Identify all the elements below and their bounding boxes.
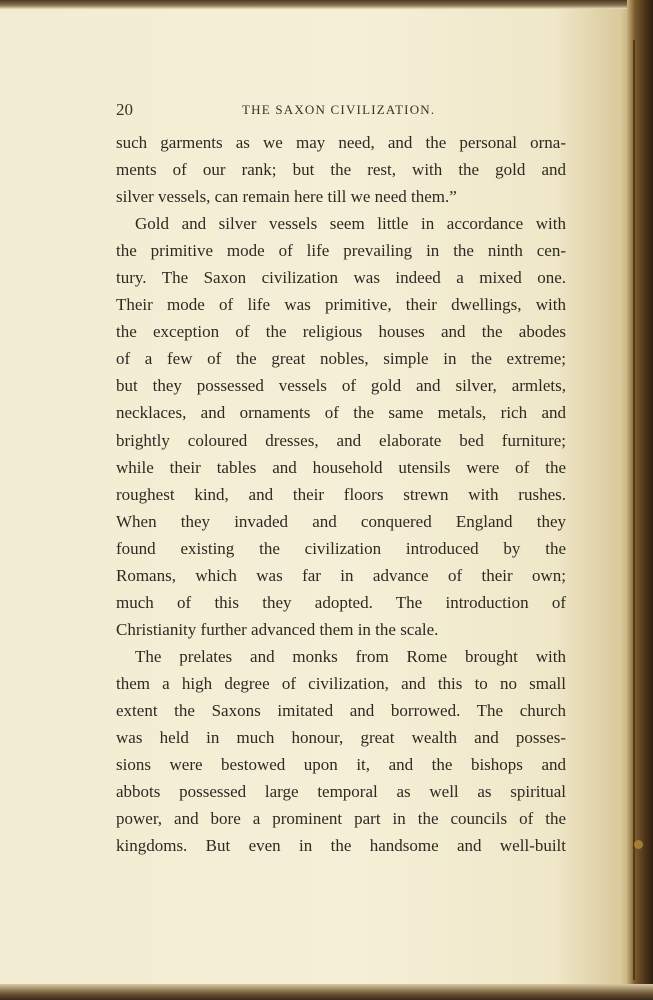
text-line: The prelates and monks from Rome brought with bbox=[135, 646, 566, 666]
page-number: 20 bbox=[116, 100, 133, 119]
text-line: tury. The Saxon civilization was indeed a mixed one. bbox=[116, 268, 566, 288]
text-line: roughest kind, and their floors strewn with rushes. bbox=[116, 484, 566, 504]
text-line: kingdoms. But even in the handsome and well-built bbox=[116, 836, 566, 856]
page-stain-mark bbox=[634, 840, 643, 849]
text-line: them a high degree of civilization, and this to no small bbox=[116, 673, 566, 693]
text-line: much of this they adopted. The introduction of bbox=[116, 592, 566, 612]
text-line: brightly coloured dresses, and elaborate bed furniture; bbox=[116, 430, 566, 450]
text-line: found existing the civilization introduced by the bbox=[116, 538, 566, 558]
page-header bbox=[116, 100, 562, 122]
text-line: ments of our rank; but the rest, with the gold and bbox=[116, 160, 566, 180]
text-line: When they invaded and conquered England they bbox=[116, 511, 566, 531]
text-line: power, and bore a prominent part in the councils of the bbox=[116, 809, 566, 829]
text-line: of a few of the great nobles, simple in the extreme; bbox=[116, 349, 566, 369]
page-top-edge bbox=[0, 0, 653, 9]
text-line: such garments as we may need, and the personal orna- bbox=[116, 133, 566, 152]
text-line: Their mode of life was primitive, their dwellings, with bbox=[116, 295, 566, 315]
text-line: the primitive mode of life prevailing in the ninth cen- bbox=[116, 241, 566, 261]
page-bottom-edge bbox=[0, 984, 653, 1000]
text-line: abbots possessed large temporal as well as spiritual bbox=[116, 782, 566, 802]
text-line: the exception of the religious houses and the abodes bbox=[116, 322, 566, 342]
book-binding-edge bbox=[627, 0, 653, 1000]
text-line: Gold and silver vessels seem little in accordance with bbox=[135, 214, 566, 234]
text-line: extent the Saxons imitated and borrowed. The church bbox=[116, 700, 566, 720]
text-line: was held in much honour, great wealth and posses- bbox=[116, 728, 566, 748]
text-line: silver vessels, can remain here till we need them.” bbox=[116, 187, 457, 207]
text-line: Romans, which was far in advance of their own; bbox=[116, 565, 566, 585]
binding-shadow-line bbox=[633, 40, 635, 980]
text-line: sions were bestowed upon it, and the bishops and bbox=[116, 755, 566, 775]
text-line: necklaces, and ornaments of the same metals, rich and bbox=[116, 403, 566, 423]
text-line: but they possessed vessels of gold and silver, armlets, bbox=[116, 376, 566, 396]
text-line: Christianity further advanced them in the scale. bbox=[116, 619, 439, 639]
running-head: THE SAXON CIVILIZATION. bbox=[242, 102, 436, 117]
body-text bbox=[116, 129, 566, 859]
text-line: while their tables and household utensils were of the bbox=[116, 457, 566, 477]
